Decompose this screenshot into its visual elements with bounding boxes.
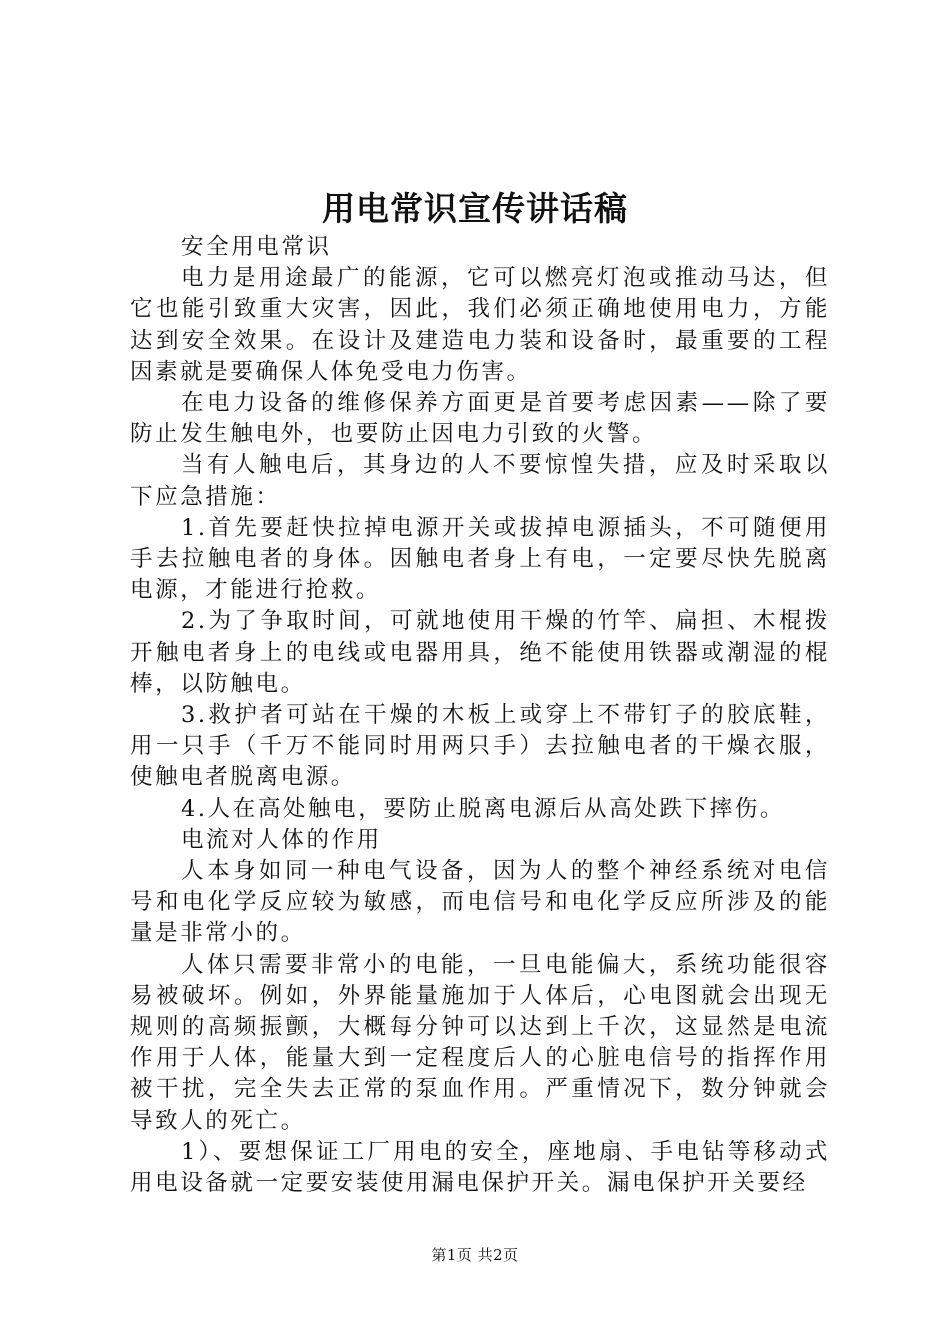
list-item-2: 2.为了争取时间，可就地使用干燥的竹竿、扁担、木棍拨开触电者身上的电线或电器用具，绝不能使用铁器或潮湿的棍棒，以防触电。 — [130, 608, 830, 697]
document-body — [130, 232, 830, 1199]
page-footer: 第1页 共2页 — [431, 1246, 519, 1264]
list-item-1: 1.首先要赶快拉掉电源开关或拔掉电源插头，不可随便用手去拉触电者的身体。因触电者身上有电，一定要尽快先脱离电源，才能进行抢救。 — [130, 514, 830, 604]
paragraph-maintenance: 在电力设备的维修保养方面更是首要考虑因素——除了要防止发生触电外，也要防止因电力引致的火警。 — [130, 390, 830, 448]
list-item-3: 3.救护者可站在干燥的木板上或穿上不带钉子的胶底鞋，用一只手（千万不能同时用两只手）去拉触电者的干燥衣服，使触电者脱离电源。 — [130, 702, 830, 791]
list-item-4: 4.人在高处触电，要防止脱离电源后从高处跌下摔伤。 — [181, 795, 785, 822]
paragraph-human-body: 人本身如同一种电气设备，因为人的整个神经系统对电信号和电化学反应较为敏感，而电信号和电化学反应所涉及的能量是非常小的。 — [130, 858, 830, 947]
paragraph-leakage-protection: 1）、要想保证工厂用电的安全，座地扇、手电钻等移动式用电设备就一定要安装使用漏电保护开关。漏电保护开关要经 — [130, 1138, 830, 1197]
document-title: 用电常识宣传讲话稿 — [322, 189, 628, 228]
paragraph-emergency: 当有人触电后，其身边的人不要惊惶失措，应及时采取以下应急措施： — [130, 452, 830, 510]
paragraph-energy: 人体只需要非常小的电能，一旦电能偏大，系统功能很容易被破坏。例如，外界能量施加于人体后，心电图就会出现无规则的高频振颤，大概每分钟可以达到上千次，这显然是电流作用于人体，能量大到一定程度后人的心脏电信号的指挥作用被干扰，完全失去正常的泵血作用。严重情况下，数分钟就会导致人的死亡。 — [130, 951, 830, 1134]
paragraph-intro: 电力是用途最广的能源，它可以燃亮灯泡或推动马达，但它也能引致重大灾害，因此，我们必须正确地使用电力，方能达到安全效果。在设计及建造电力装和设备时，最重要的工程因素就是要确保人体免受电力伤害。 — [130, 265, 830, 385]
heading-safety-tips: 安全用电常识 — [181, 234, 332, 260]
heading-current-effects: 电流对人体的作用 — [181, 826, 382, 853]
